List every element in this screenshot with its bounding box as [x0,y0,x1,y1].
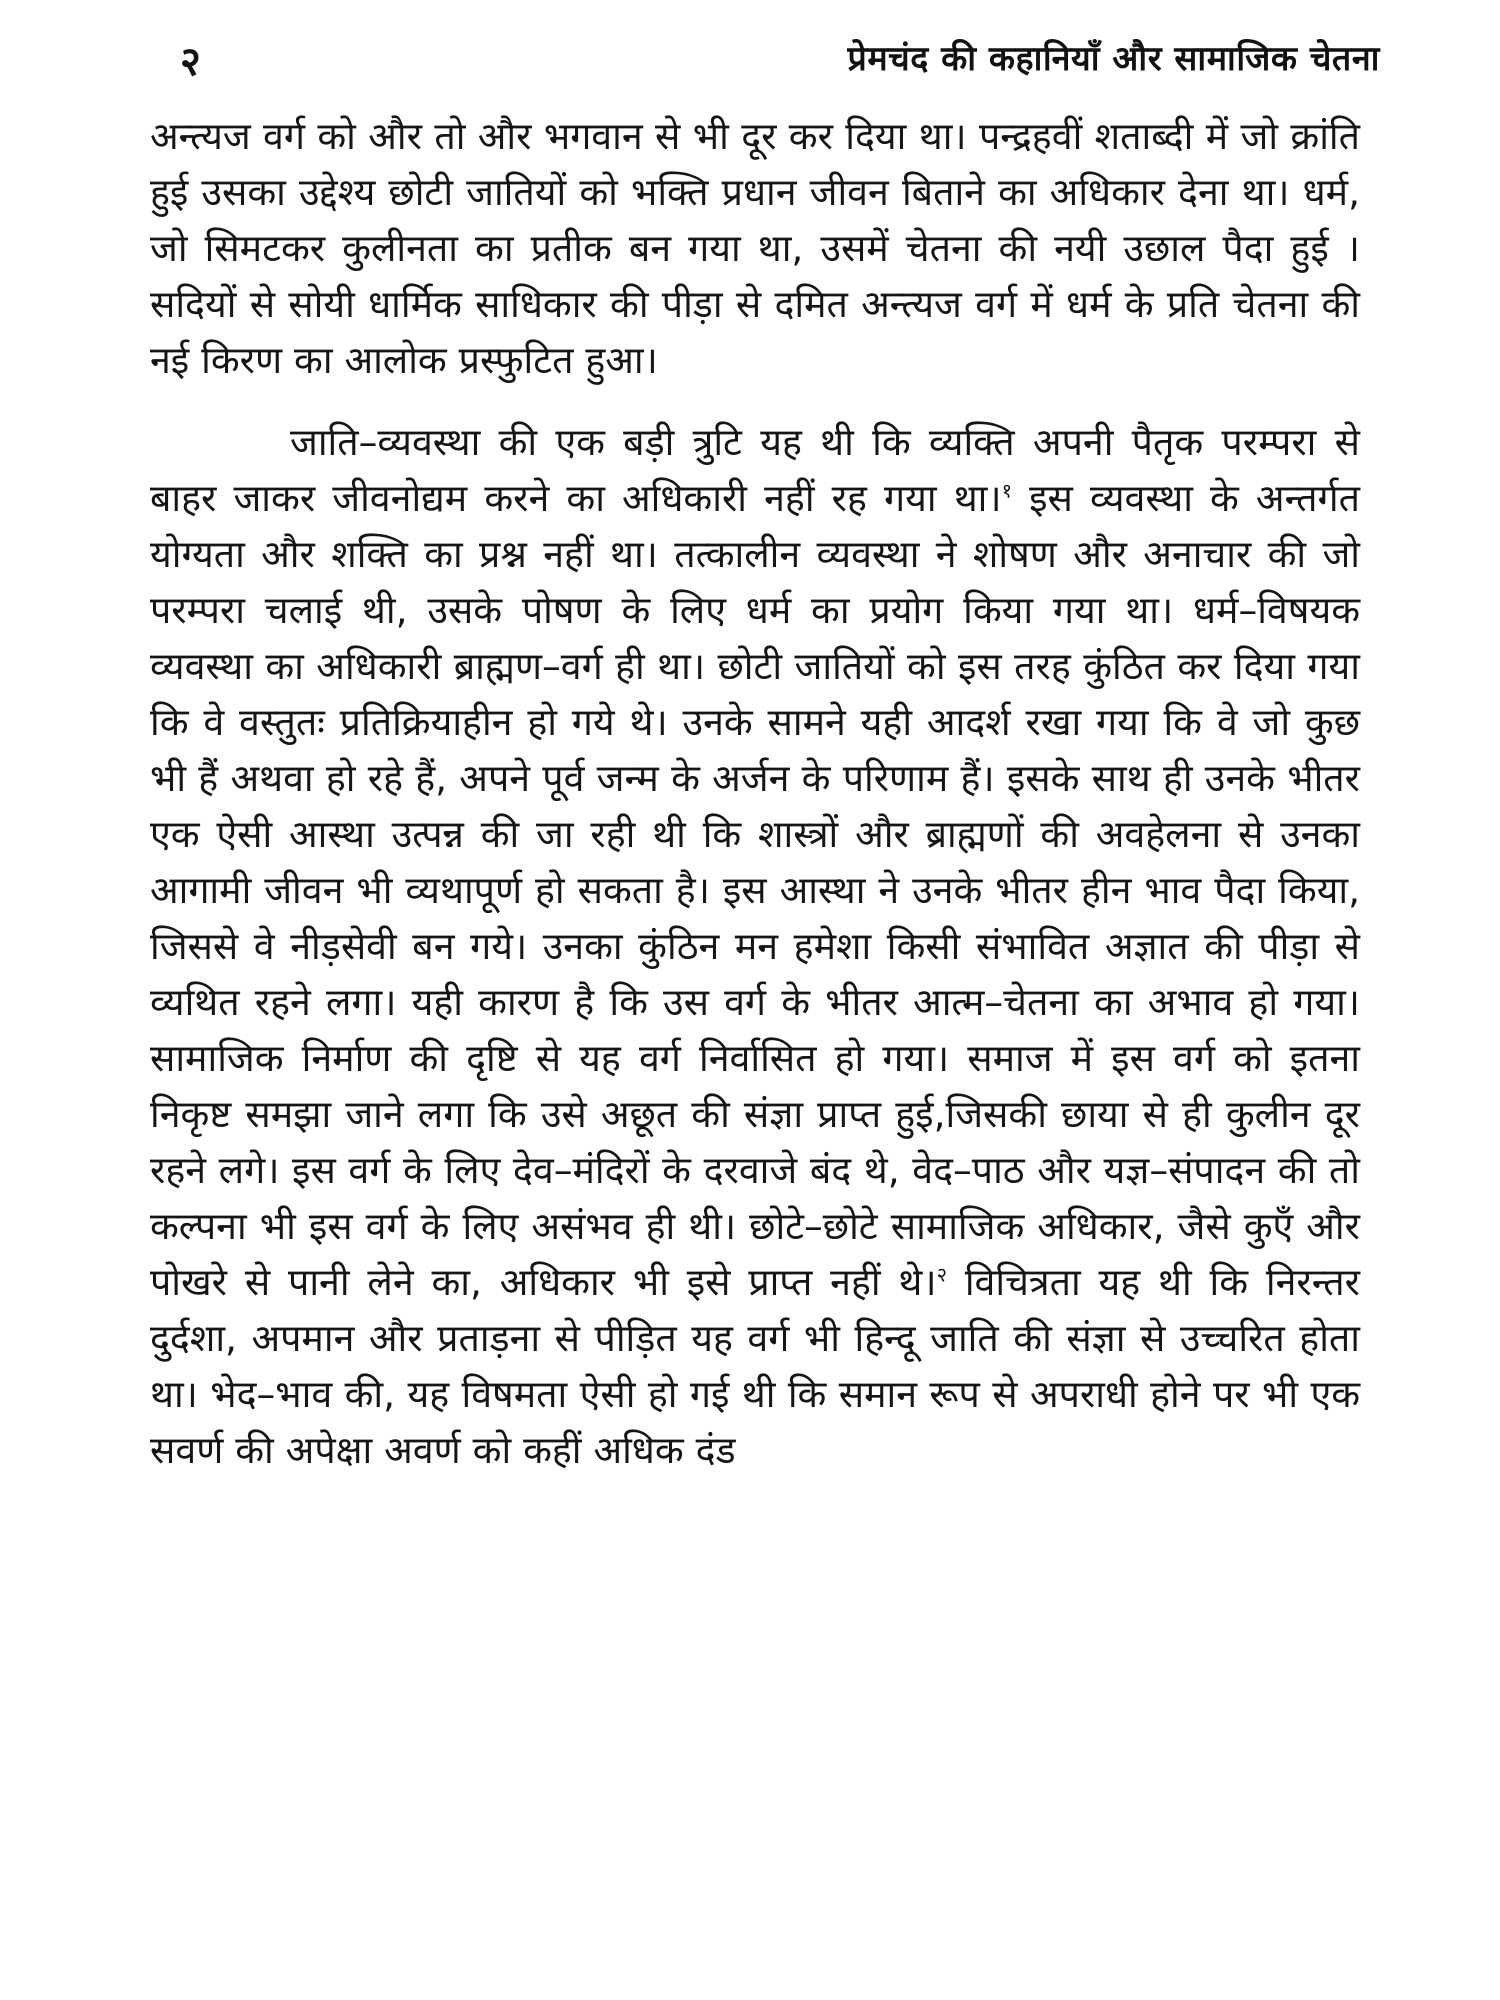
page-number: २ [180,39,201,85]
body-text [150,108,1360,1478]
paragraph-1: अन्त्यज वर्ग को और तो और भगवान से भी दूर कर दिया था। पन्द्रहवीं शताब्दी में जो क्रांति हुई उसका उद्देश्य छोटी जातियों को भक्ति प्रधान जीवन बिताने का अधिकार देना था। धर्म, जो सिमटकर कुलीनता का प्रतीक बन गया था, उसमें चेतना की नयी उछाल पैदा हुई । सदियों से सोयी धार्मिक साधिकार की पीड़ा से दमित अन्त्यज वर्ग में धर्म के प्रति चेतना की नई किरण का आलोक प्रस्फुटित हुआ। [150,114,1360,382]
paragraph-2-text-b: इस व्यवस्था के अन्तर्गत योग्यता और शक्ति का प्रश्न नहीं था। तत्कालीन व्यवस्था ने शोषण और अनाचार की जो परम्परा चलाई थी, उसके पोषण के लिए धर्म का प्रयोग किया गया था। धर्म–विषयक व्यवस्था का अधिकारी ब्राह्मण–वर्ग ही था। छोटी जातियों को इस तरह कुंठित कर दिया गया कि वे वस्तुतः प्रतिक्रियाहीन हो गये थे। उनके सामने यही आदर्श रखा गया कि वे जो कुछ भी हैं अथवा हो रहे हैं, अपने पूर्व जन्म के अर्जन के परिणाम हैं। इसके साथ ही उनके भीतर एक ऐसी आस्था उत्पन्न की जा रही थी कि शास्त्रों और ब्राह्मणों की अवहेलना से उनका आगामी जीवन भी व्यथापूर्ण हो सकता है। इस आस्था ने उनके भीतर हीन भाव पैदा किया, जिससे वे नीड़सेवी बन गये। उनका कुंठिन मन हमेशा किसी संभावित अज्ञात की पीड़ा से व्यथित रहने लगा। यही कारण है कि उस वर्ग के भीतर आत्म–चेतना का अभाव हो गया। सामाजिक निर्माण की दृष्टि से यह वर्ग निर्वासित हो गया। समाज में इस वर्ग को इतना निकृष्ट समझा जाने लगा कि उसे अछूत की संज्ञा प्राप्त हुई,जिसकी छाया से ही कुलीन दूर रहने लगे। इस वर्ग के लिए देव–मंदिरों के दरवाजे बंद थे, वेद–पाठ और यज्ञ–संपादन की तो कल्पना भी इस वर्ग के लिए असंभव ही थी। छोटे–छोटे सामाजिक अधिकार, जैसे कुएँ और पोखरे से पानी लेने का, अधिकार भी इसे प्राप्त नहीं थे। [150,476,1360,1304]
paragraph-2-text-a: जाति–व्यवस्था की एक बड़ी त्रुटि यह थी कि व्यक्ति अपनी पैतृक परम्परा से बाहर जाकर जीवनोद्यम करने का अधिकारी नहीं रह गया था। [150,420,1360,520]
running-title: प्रेमचंद की कहानियाँ और सामाजिक चेतना [847,39,1380,79]
paragraph-2-text-c: विचित्रता यह थी कि निरन्तर दुर्दशा, अपमान और प्रताड़ना से पीड़ित यह वर्ग भी हिन्दू जाति की संज्ञा से उच्चरित होता था। भेद–भाव की, यह विषमता ऐसी हो गई थी कि समान रूप से अपराधी होने पर भी एक सवर्ण की अपेक्षा अवर्ण को कहीं अधिक दंड [150,1260,1361,1472]
footnote-ref-2: २ [936,1262,947,1287]
footnote-ref-1: १ [1001,478,1012,503]
page-header [150,28,1380,98]
paragraph-2 [150,414,1360,1478]
